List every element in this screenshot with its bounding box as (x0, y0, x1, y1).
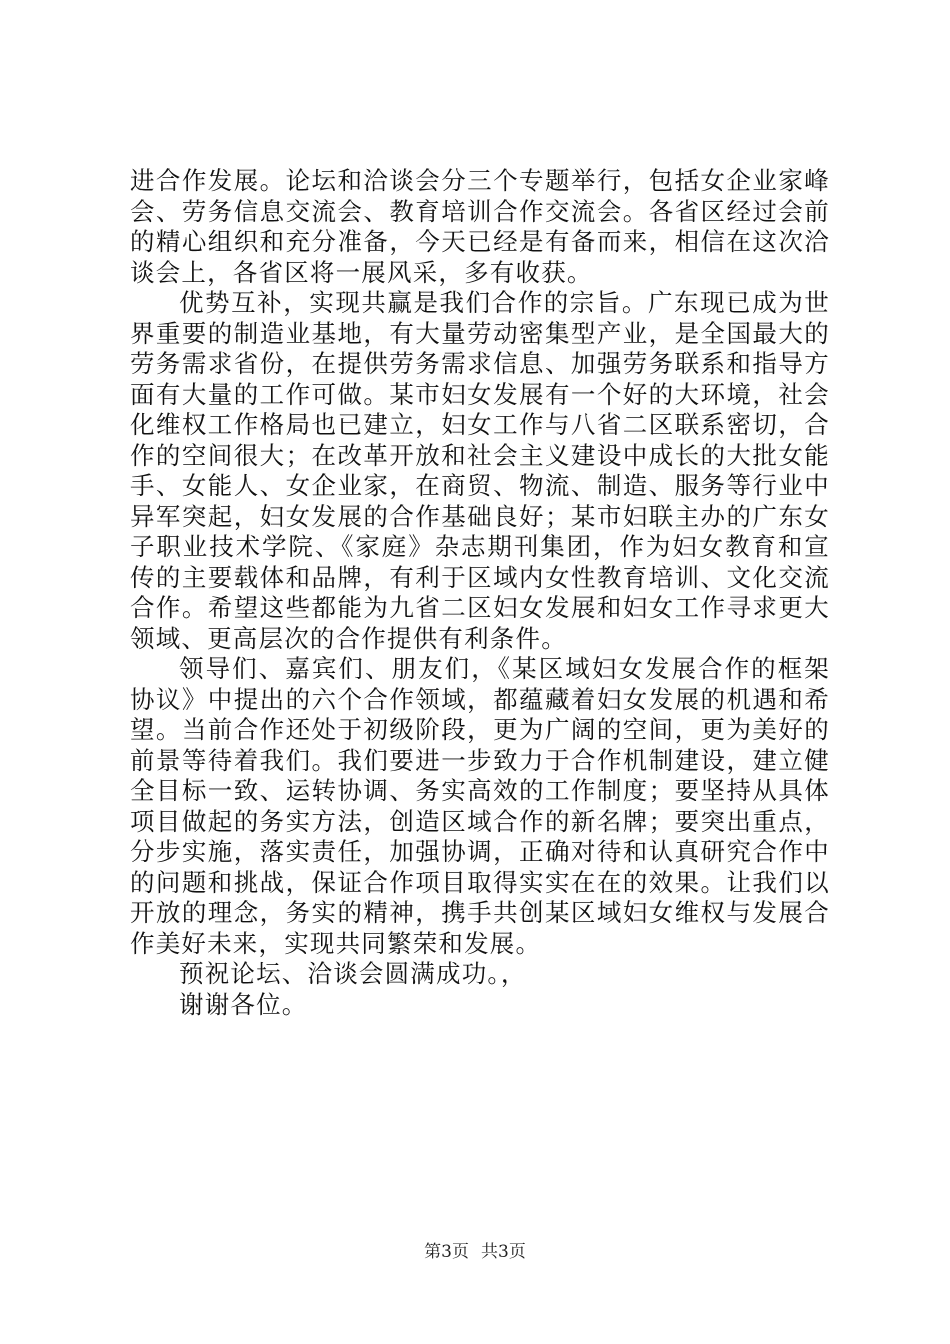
document-body (130, 166, 830, 1020)
page-total: 共3页 (481, 1242, 526, 1262)
paragraph-advantages: 优势互补，实现共赢是我们合作的宗旨。广东现已成为世界重要的制造业基地，有大量劳动密集型产业，是全国最大的劳务需求省份，在提供劳务需求信息、加强劳务联系和指导方面有大量的工作可做。某市妇女发展有一个好的大环境，社会化维权工作格局也已建立，妇女工作与八省二区联系密切，合作的空间很大；在改革开放和社会主义建设中成长的大批女能手、女能人、女企业家，在商贸、物流、制造、服务等行业中异军突起，妇女发展的合作基础良好；某市妇联主办的广东女子职业技术学院、《家庭》杂志期刊集团，作为妇女教育和宣传的主要载体和品牌，有利于区域内女性教育培训、文化交流合作。希望这些都能为九省二区妇女发展和妇女工作寻求更大领域、更高层次的合作提供有利条件。 (130, 288, 830, 653)
paragraph-thanks: 谢谢各位。 (179, 989, 308, 1019)
paragraph-framework: 领导们、嘉宾们、朋友们，《某区域妇女发展合作的框架协议》中提出的六个合作领域，都蕴藏着妇女发展的机遇和希望。当前合作还处于初级阶段，更为广阔的空间，更为美好的前景等待着我们。我们要进一步致力于合作机制建设，建立健全目标一致、运转协调、务实高效的工作制度；要坚持从具体项目做起的务实方法，创造区域合作的新名牌；要突出重点，分步实施，落实责任，加强协调，正确对待和认真研究合作中的问题和挑战，保证合作项目取得实实在在的效果。让我们以开放的理念，务实的精神，携手共创某区域妇女维权与发展合作美好未来，实现共同繁荣和发展。 (130, 654, 830, 958)
page-footer (0, 1241, 950, 1263)
paragraph-wishes: 预祝论坛、洽谈会圆满成功。， (179, 959, 527, 988)
page-number: 第3页 (424, 1242, 469, 1262)
paragraph-continued: 进合作发展。论坛和洽谈会分三个专题举行，包括女企业家峰会、劳务信息交流会、教育培训合作交流会。各省区经过会前的精心组织和充分准备，今天已经是有备而来，相信在这次洽谈会上，各省区将一展风采，多有收获。 (130, 166, 830, 287)
